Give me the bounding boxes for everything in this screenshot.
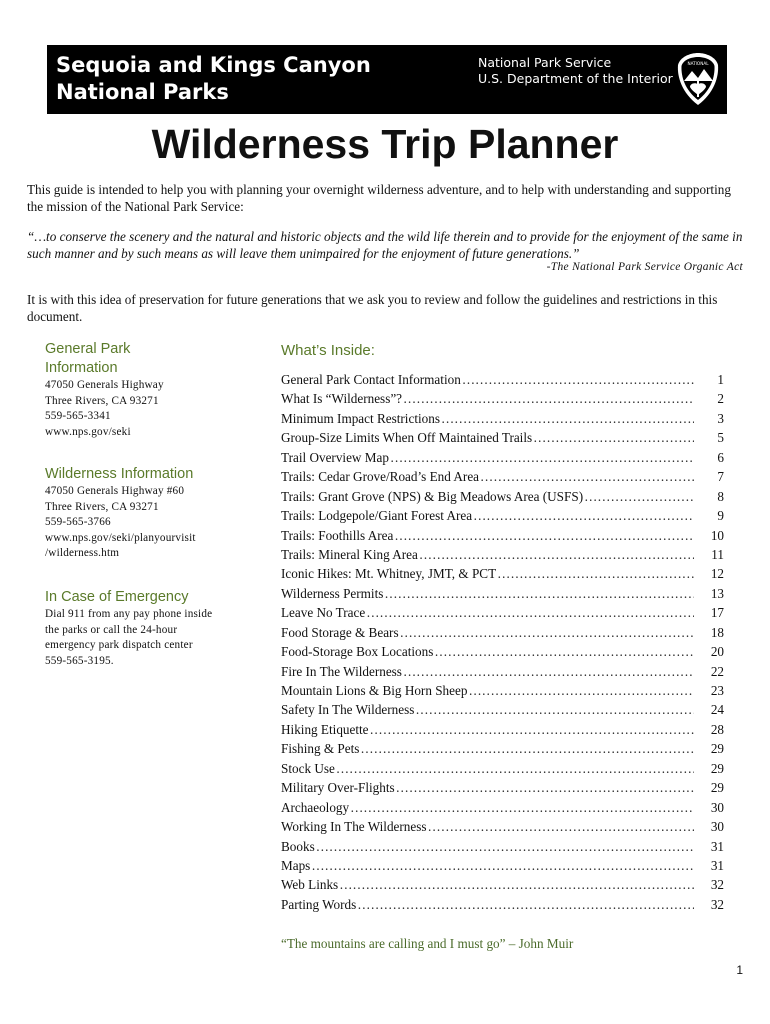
general-info-section [45,340,164,440]
toc-entry-leader [415,702,694,718]
toc-entry-title: Minimum Impact Restrictions [281,410,440,426]
toc-entry-leader [339,877,694,893]
toc-entry-title: Wilderness Permits [281,585,384,601]
toc-entry-page: 30 [710,799,724,815]
emergency-line2: the parks or call the 24-hour [45,623,178,636]
toc-entry-page: 29 [710,741,724,757]
toc-entry-leader [441,411,694,427]
emergency-section [45,588,212,669]
toc-entry-leader [462,372,694,388]
toc-entry-page: 31 [710,838,724,854]
toc-entry-page: 30 [710,819,724,835]
toc-entry [281,391,724,410]
toc-entry-leader [400,625,694,641]
toc-entry-leader [396,780,694,796]
toc-entry-leader [390,450,694,466]
toc-entry [281,644,724,663]
toc-entry-leader [316,839,694,855]
toc-entry-page: 17 [710,605,724,621]
toc-entry [281,372,724,391]
toc-entry-page: 32 [710,896,724,912]
toc-entry-title: Archaeology [281,799,350,815]
toc-entry [281,547,724,566]
agency-line1: National Park Service [478,55,612,70]
toc-entry-title: What Is “Wilderness”? [281,391,403,407]
document-title: Wilderness Trip Planner [151,121,619,167]
wilderness-website-line1: www.nps.gov/seki/planyourvisit [45,531,196,544]
toc-entry [281,411,724,430]
toc-entry-title: Safety In The Wilderness [281,702,415,718]
toc-entry-page: 7 [717,469,724,485]
toc-entry-leader [497,566,694,582]
toc-entry-title: Fire In The Wilderness [281,663,402,679]
toc-entry-leader [434,644,694,660]
toc-entry-title: Trails: Lodgepole/Giant Forest Area [281,508,473,524]
general-address-line1: 47050 Generals Highway [45,379,164,391]
toc-entry [281,450,724,469]
toc-entry [281,683,724,702]
toc-entry [281,430,724,449]
general-address-line2: Three Rivers, CA 93271 [45,394,159,407]
general-info-heading-line2: Information [45,360,118,376]
toc-entry-title: Trail Overview Map [281,449,389,465]
wilderness-website-line2: /wilderness.htm [45,547,120,559]
toc-entry-title: Trails: Mineral King Area [281,546,418,562]
header-banner [47,45,727,114]
nps-arrowhead-logo [676,51,720,107]
toc-heading: What’s Inside: [281,342,375,359]
toc-entry-leader [473,508,694,524]
toc-entry [281,605,724,624]
toc-entry-page: 6 [717,449,724,465]
page-number: 1 [736,963,743,977]
toc-entry [281,741,724,760]
wilderness-info-section [45,465,196,562]
general-info-heading [45,340,164,378]
organic-act-quote: “…to conserve the scenery and the natural and historic objects and the wild life therein and to provide for the enjoyment of the same in such manner and by such means as will leave them unimpaired for the enjoyment of future generations.” [27,229,743,261]
toc-entry-page: 2 [717,391,724,407]
toc-entry [281,858,724,877]
toc-entry [281,897,724,916]
preservation-paragraph: It is with this idea of preservation for future generations that we ask you to review and follow the guidelines and restrictions in this document. [27,292,718,324]
agency-line2: U.S. Department of the Interior [478,71,673,86]
toc-entry-page: 32 [710,877,724,893]
toc-entry-title: Mountain Lions & Big Horn Sheep [281,683,468,698]
toc-entry-title: Parting Words [281,896,357,912]
toc-entry-page: 29 [710,780,724,796]
wilderness-phone: 559-565-3766 [45,516,111,528]
toc-entry-page: 12 [710,566,724,582]
toc-entry-leader [336,761,694,777]
toc-entry-title: Stock Use [281,760,335,776]
toc-entry [281,722,724,741]
toc-entry-leader [366,605,694,621]
toc-entry-leader [350,800,694,816]
wilderness-address-line1: 47050 Generals Highway #60 [45,485,185,497]
toc-entry-leader [428,819,694,835]
toc-entry-page: 13 [710,585,724,601]
emergency-line1: Dial 911 from any pay phone inside [45,608,213,620]
toc-entry [281,702,724,721]
intro-paragraph: This guide is intended to help you with planning your overnight wilderness adventure, and to help with understanding and supporting the mission of the National Park Service: [27,182,731,214]
park-name-line1: Sequoia and Kings Canyon [56,53,371,77]
toc-entry-page: 9 [717,508,724,524]
toc-entry-page: 1 [717,372,724,387]
toc-entry [281,877,724,896]
toc-entry-title: Leave No Trace [281,605,366,621]
toc-entry-leader [419,547,694,563]
general-info-heading-line1: General Park [45,341,131,357]
toc-entry-leader [357,897,694,913]
toc-entry-page: 8 [717,488,724,504]
toc-entry-leader [360,741,694,757]
general-phone: 559-565-3341 [45,410,111,422]
toc-entry-title: Hiking Etiquette [281,721,369,737]
toc-entry-page: 29 [710,760,724,776]
toc-entry-leader [468,683,694,699]
toc-entry [281,761,724,780]
toc-entry [281,839,724,858]
toc-entry [281,489,724,508]
toc-entry [281,566,724,585]
toc-entry-page: 24 [710,702,724,718]
muir-quote: “The mountains are calling and I must go” – John Muir [281,936,574,951]
agency-name [478,55,673,87]
toc-entry-title: Trails: Cedar Grove/Road’s End Area [281,469,480,485]
toc-entry [281,469,724,488]
toc-entry [281,508,724,527]
toc-entry [281,586,724,605]
emergency-line3: emergency park dispatch center [45,639,193,651]
toc-entry [281,664,724,683]
toc-entry-page: 3 [717,410,724,426]
toc-entry-title: Trails: Foothills Area [281,527,394,543]
toc-entry-page: 5 [717,430,724,446]
toc-entry-title: Food-Storage Box Locations [281,644,434,660]
emergency-heading: In Case of Emergency [45,589,189,605]
quote-attribution: -The National Park Service Organic Act [546,261,743,273]
toc-entry-title: Iconic Hikes: Mt. Whitney, JMT, & PCT [281,566,497,582]
toc-entry-page: 11 [711,546,724,562]
toc-entry [281,800,724,819]
toc-entry-page: 10 [710,527,724,543]
toc-entry-page: 23 [710,683,724,698]
toc-entry-title: Fishing & Pets [281,741,360,757]
emergency-phone: 559-565-3195. [45,654,114,667]
toc-entry-leader [403,391,694,407]
toc-entry-leader [533,430,694,446]
toc-entry [281,780,724,799]
toc-entry-title: Books [281,838,315,854]
toc-entry-leader [480,469,694,485]
toc-entry-title: Working In The Wilderness [281,819,427,835]
park-name [56,52,371,106]
toc-entry-page: 22 [710,663,724,679]
toc-entry-leader [384,586,694,602]
toc-entry-title: General Park Contact Information [281,372,461,387]
svg-text:NATIONAL: NATIONAL [687,61,709,66]
toc-entry-leader [584,489,694,505]
general-website: www.nps.gov/seki [45,425,131,438]
toc-entry-leader [311,858,694,874]
toc-entry-leader [394,528,694,544]
toc-entry-page: 18 [710,624,724,640]
toc-entry [281,625,724,644]
toc-entry-page: 20 [710,644,724,660]
wilderness-address-line2: Three Rivers, CA 93271 [45,500,159,513]
toc-entry-page: 28 [710,721,724,737]
park-name-line2: National Parks [56,80,229,104]
wilderness-info-heading: Wilderness Information [45,466,194,482]
toc-entry-title: Maps [281,857,311,873]
toc-entry [281,819,724,838]
toc-entry [281,528,724,547]
toc-entry-page: 31 [710,857,724,873]
toc-entry-leader [403,664,694,680]
toc-entry-title: Trails: Grant Grove (NPS) & Big Meadows Area (USFS) [281,488,584,504]
toc-entry-title: Military Over-Flights [281,780,395,796]
toc-entry-title: Web Links [281,877,339,893]
toc-entry-leader [370,722,694,738]
table-of-contents [281,372,724,916]
toc-entry-title: Food Storage & Bears [281,624,399,640]
toc-entry-title: Group-Size Limits When Off Maintained Trails [281,430,533,446]
